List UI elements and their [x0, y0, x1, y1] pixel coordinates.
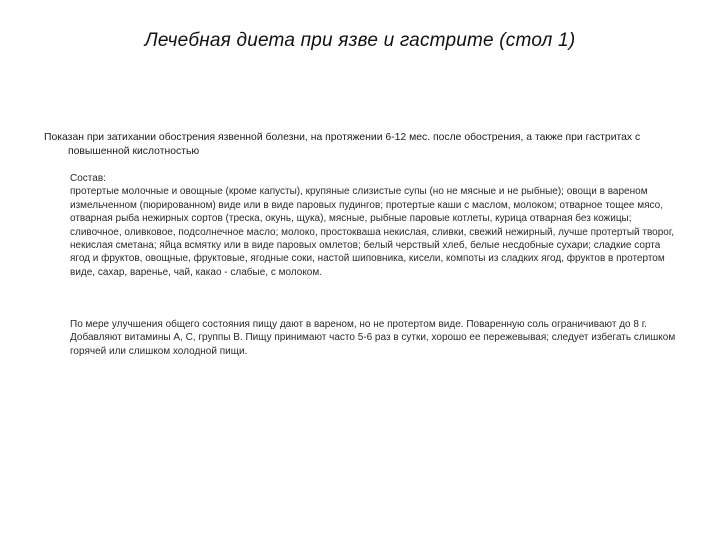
composition-text: протертые молочные и овощные (кроме капусты), крупяные слизистые супы (но не мясные и не рыбные); овощи в вареном измельченном (пюрированном) виде или в виде паровых пудингов; протертые каши с маслом, молоком; отварное тощее мясо, отварная рыба нежирных сортов (треска, окунь, щука), мясные, рыбные паровые котлеты, курица отварная без кожицы; сливочное, оливковое, подсолнечное масло; молоко, простокваша некислая, сливки, свежий нежирный, лучше протертый творог, некислая сметана; яйца всмятку или в виде паровых омлетов; белый черствый хлеб, белые несдобные сухари; сладкие сорта ягод и фруктов, овощные, фруктовые, ягодные соки, настой шиповника, кисели, компоты из сладких ягод, фруктов в протертом виде, сахар, варенье, чай, какао - слабые, с молоком. [70, 186, 675, 278]
composition-label: Состав: [70, 173, 106, 184]
page-title: Лечебная диета при язве и гастрите (стол 1) [144, 30, 576, 51]
intro-paragraph: Показан при затихании обострения язвенной болезни, на протяжении 6-12 мес. после обострения, а также при гастритах с повышенной кислотностью [44, 132, 641, 157]
composition-block [70, 172, 682, 279]
note-paragraph: По мере улучшения общего состояния пищу дают в вареном, но не протертом виде. Поваренную соль ограничивают до 8 г. Добавляют витамины А, С, группы В. Пищу принимают часто 5-6 раз в сутки, хорошо ее пережевывая; следует избегать слишком горячей или слишком холодной пищи. [70, 319, 676, 357]
